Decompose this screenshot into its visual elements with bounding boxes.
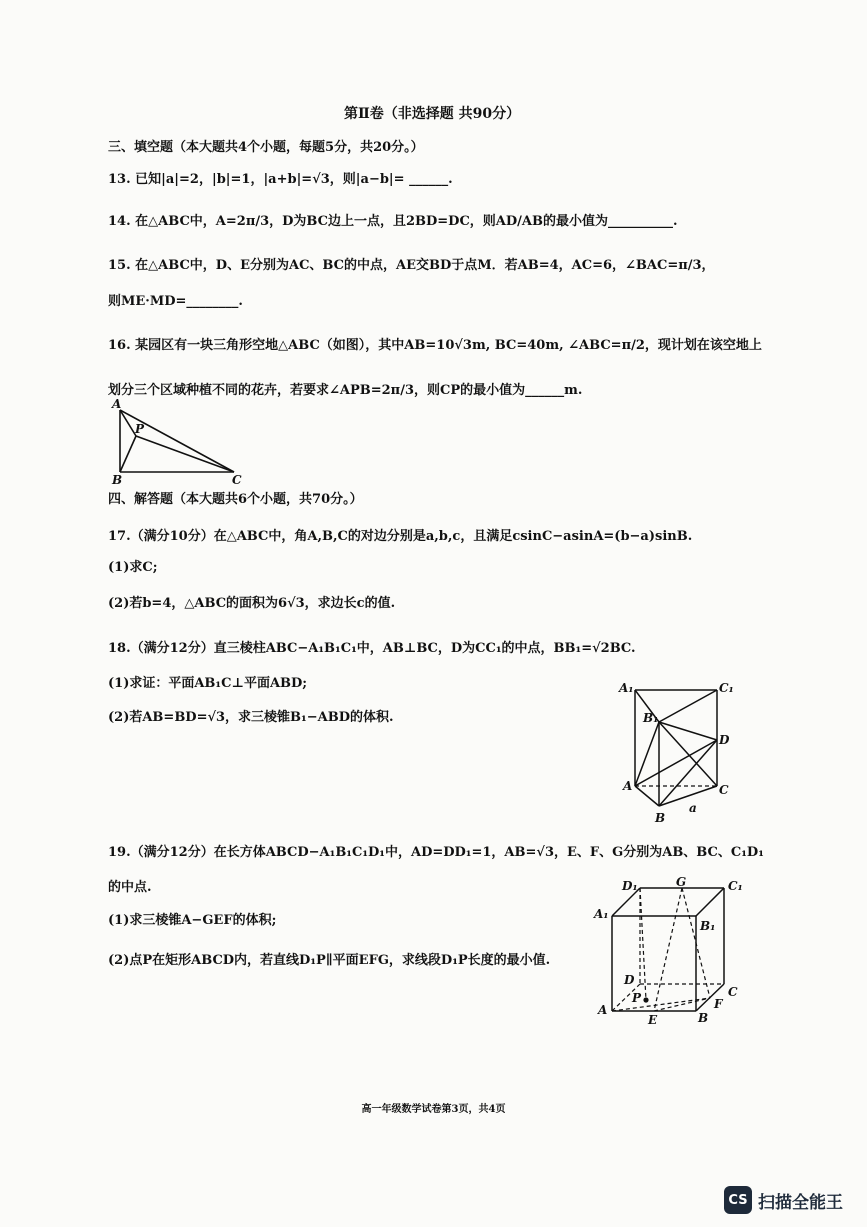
question-16-line1: 16. 某园区有一块三角形空地△ABC（如图），其中AB=10√3m, BC=40m, ∠ABC=π/2，现计划在该空地上 [108, 338, 762, 353]
fig19-label-f: F [714, 997, 723, 1011]
scanner-watermark [724, 1180, 864, 1220]
part4-heading: 四、解答题（本大题共6个小题，共70分。） [108, 492, 363, 507]
fig16-label-a: A [112, 397, 122, 411]
question-16-line2: 划分三个区域种植不同的花卉，若要求∠APB=2π/3，则CP的最小值为______m. [108, 383, 583, 398]
fig19-label-e: E [648, 1013, 658, 1026]
question-18-part2: (2)若AB=BD=√3，求三棱锥B₁−ABD的体积. [108, 710, 394, 725]
figure-19 [592, 876, 752, 1026]
fig18-label-a-side: a [689, 801, 697, 815]
question-18-part1: (1)求证：平面AB₁C⊥平面ABD; [108, 676, 308, 691]
fig19-label-d1: D₁ [622, 879, 638, 893]
question-15-line2: 则ME·MD=________. [108, 294, 243, 309]
cs-logo-icon: CS [724, 1186, 752, 1214]
fig18-label-b: B [655, 811, 666, 825]
fig19-label-p: P [632, 991, 642, 1005]
question-15-line1: 15. 在△ABC中，D、E分别为AC、BC的中点，AE交BD于点M．若AB=4，AC=6，∠BAC=π/3， [108, 258, 715, 273]
question-19-part2: (2)点P在矩形ABCD内，若直线D₁P∥平面EFG，求线段D₁P长度的最小值. [108, 953, 551, 968]
fig16-label-b: B [112, 473, 123, 487]
fig19-label-a1: A₁ [594, 907, 609, 921]
question-19-line2: 的中点. [108, 880, 152, 895]
question-19-part1: (1)求三棱锥A−GEF的体积; [108, 913, 277, 928]
fig18-label-a: A [623, 779, 633, 793]
fig18-label-d: D [719, 733, 730, 747]
figure-16 [104, 396, 254, 488]
fig19-label-d: D [624, 973, 635, 987]
question-17-part1: (1)求C; [108, 560, 158, 575]
fig18-label-c1: C₁ [719, 681, 734, 695]
section-title: 第Ⅱ卷（非选择题 共90分） [344, 106, 521, 122]
question-14: 14. 在△ABC中，A=2π/3，D为BC边上一点，且2BD=DC，则AD/AB的最小值为__________. [108, 214, 678, 229]
figure-18 [615, 676, 740, 828]
question-18: 18.（满分12分）直三棱柱ABC−A₁B₁C₁中，AB⊥BC，D为CC₁的中点，BB₁=√2BC. [108, 641, 636, 656]
watermark-text: 扫描全能王 [758, 1192, 843, 1213]
fig19-label-b1: B₁ [700, 919, 716, 933]
fig19-label-c1: C₁ [728, 879, 743, 893]
question-17-part2: (2)若b=4，△ABC的面积为6√3，求边长c的值. [108, 596, 396, 611]
fig19-label-g: G [676, 876, 687, 889]
fig19-label-b: B [698, 1011, 709, 1025]
question-19-line1: 19.（满分12分）在长方体ABCD−A₁B₁C₁D₁中，AD=DD₁=1，AB=√3，E、F、G分别为AB、BC、C₁D₁ [108, 845, 764, 860]
page-footer: 高一年级数学试卷第3页，共4页 [361, 1104, 506, 1115]
fig16-label-p: P [135, 422, 145, 436]
fig18-label-b1: B₁ [643, 711, 659, 725]
fig19-label-c: C [728, 985, 738, 999]
fig19-label-a: A [598, 1003, 608, 1017]
question-17: 17.（满分10分）在△ABC中，角A,B,C的对边分别是a,b,c，且满足csinC−asinA=(b−a)sinB. [108, 529, 693, 544]
fig18-label-a1: A₁ [619, 681, 634, 695]
fig16-label-c: C [232, 473, 242, 487]
question-13: 13. 已知|a|=2，|b|=1，|a+b|=√3，则|a−b|= ______. [108, 172, 453, 187]
part3-heading: 三、填空题（本大题共4个小题，每题5分，共20分。） [108, 140, 424, 155]
fig18-label-c: C [719, 783, 729, 797]
